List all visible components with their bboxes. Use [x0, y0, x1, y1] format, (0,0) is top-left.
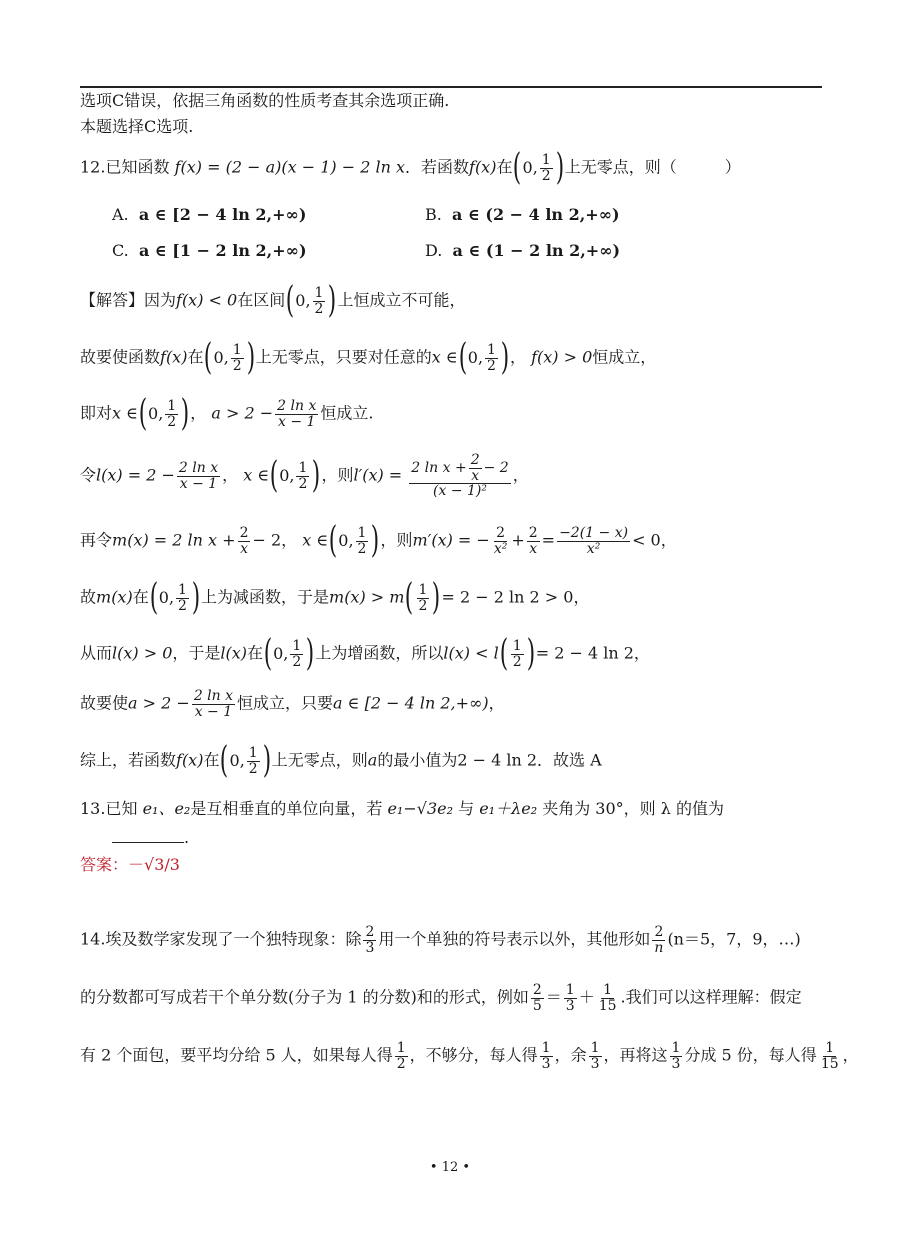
frac-num: 1	[603, 982, 613, 998]
option-c	[112, 241, 307, 260]
frac-num: 2	[532, 982, 542, 998]
interval-zero: 0,	[467, 348, 484, 367]
q13-t7: 夹角为 30°，则 λ 的值为	[542, 799, 724, 818]
s5-g: m′(x) = −	[412, 530, 490, 550]
s2-h: 恒成立，	[592, 347, 657, 367]
left-paren: (	[138, 393, 148, 434]
left-paren: (	[220, 740, 229, 781]
s1-d: 上恒成立不可能，	[337, 290, 466, 310]
s4-c: ，	[222, 465, 239, 485]
q14-l2-a: 的分数都可写成若干个单分数(分子为 1 的分数)和的形式，例如	[80, 987, 529, 1007]
fraction	[363, 925, 376, 955]
header-rule	[80, 86, 822, 88]
q12-mid: ．若函数	[405, 157, 470, 177]
right-paren: )	[526, 633, 535, 674]
option-d-label: D.	[425, 241, 443, 260]
fraction-half	[540, 153, 553, 183]
s8-b: a > 2 −	[128, 693, 190, 713]
s5-e: x ∈	[302, 530, 329, 550]
frac-num: 1	[541, 1040, 551, 1056]
option-d-text: a ∈ (1 − 2 ln 2,+∞)	[452, 241, 621, 260]
s6-a: 故	[80, 587, 97, 607]
fraction-half	[296, 461, 309, 491]
s9-h: ．故选 A	[537, 750, 602, 770]
s4-e: ，则	[321, 465, 354, 485]
frac-den: 3	[671, 1055, 681, 1072]
frac-num: −2(1 − x)	[559, 524, 629, 541]
frac-den: 2	[178, 597, 187, 614]
q14-line-2	[80, 983, 802, 1013]
q14-line-3	[80, 1041, 859, 1071]
q14-l3-c: ，余	[554, 1045, 587, 1065]
fraction	[652, 925, 665, 955]
left-paren: (	[458, 337, 467, 378]
num-tail: − 2	[483, 460, 509, 477]
right-paren: )	[371, 520, 380, 561]
frac-den: (x − 1)²	[433, 483, 487, 500]
interval-zero: 0,	[279, 466, 295, 486]
s3-a: 即对	[80, 403, 113, 423]
s7-f: 上为增函数，所以	[315, 643, 444, 663]
s2-b: f(x)	[160, 347, 188, 367]
right-paren: )	[246, 337, 255, 378]
frac-den: 2	[314, 300, 324, 317]
frac-den: 2	[418, 597, 428, 614]
s5-h: +	[511, 530, 525, 550]
inner-fraction	[469, 453, 482, 483]
right-paren: )	[306, 633, 315, 674]
s9-e: a	[367, 750, 378, 770]
frac-num: 1	[178, 581, 187, 598]
frac-den: 15	[598, 997, 617, 1014]
fraction	[192, 689, 235, 719]
q14-number: 14.	[80, 929, 106, 949]
s2-f: ，	[510, 347, 527, 367]
frac-num: 1	[825, 1040, 835, 1056]
option-a-text: a ∈ [2 − 4 ln 2,+∞)	[138, 205, 307, 224]
q13-vectors: e₁、e₂	[142, 799, 191, 818]
left-paren: (	[149, 577, 158, 618]
left-paren: (	[499, 633, 508, 674]
fraction	[492, 526, 510, 556]
option-a-label: A.	[112, 205, 129, 224]
right-paren: )	[191, 577, 201, 618]
s6-g: ，	[573, 587, 590, 607]
header-line-2: 本题选择C选项.	[80, 117, 194, 136]
s9-d: 上无零点，则	[271, 750, 368, 770]
left-paren: (	[286, 280, 295, 321]
s9-g: 2 − 4 ln 2	[457, 750, 538, 770]
frac-num: 1	[487, 341, 496, 358]
frac-num: 2 ln x	[193, 688, 234, 704]
interval-zero: 0,	[229, 751, 245, 770]
s2-c: 在	[187, 347, 204, 367]
q14-l1-b: 用一个单独的符号表示以外，其他形如	[378, 929, 651, 949]
page-number: • 12 •	[429, 1160, 471, 1175]
left-paren: (	[329, 520, 338, 561]
s6-c: 在	[132, 587, 149, 607]
frac-den: 2	[541, 167, 551, 184]
q14-l1-a: 埃及数学家发现了一个独特现象：除	[105, 929, 362, 949]
s9-a: 综上，若函数	[80, 750, 177, 770]
frac-num: 1	[565, 982, 575, 998]
s4-a: 令	[80, 465, 97, 485]
interval-zero: 0,	[522, 158, 538, 177]
fraction-half	[417, 583, 430, 613]
s5-a: 再令	[80, 530, 113, 550]
q12-stem	[80, 147, 741, 188]
interval-zero: 0,	[273, 644, 289, 663]
frac-num	[409, 453, 510, 484]
left-paren: (	[263, 633, 273, 674]
frac-den: 2	[167, 413, 177, 430]
frac-num: 1	[671, 1040, 681, 1056]
s3-c: ，	[190, 403, 207, 423]
q14-l1-c: (n＝5，7，9，…)	[667, 929, 801, 949]
s1-a: 【解答】因为	[80, 290, 177, 310]
s1-c: 在区间	[237, 290, 286, 310]
s5-k: ，	[660, 530, 677, 550]
q12-post: 上无零点，则（ ）	[564, 157, 741, 177]
s7-h: = 2 − 4 ln 2	[535, 643, 634, 663]
option-b-text: a ∈ (2 − 4 ln 2,+∞)	[452, 205, 620, 224]
q14-l3-f: ，	[842, 1045, 859, 1065]
q13-blank-line	[112, 830, 189, 846]
solution-line-4	[80, 453, 529, 499]
fraction-half	[313, 286, 326, 316]
right-paren: )	[312, 455, 321, 497]
solution-line-7	[80, 633, 650, 674]
frac-den: 2	[357, 540, 367, 557]
frac-num: 1	[248, 744, 258, 761]
frac-num: 2	[528, 524, 538, 541]
q14-l3-d: ，再将这	[603, 1045, 668, 1065]
equals: ＝	[545, 987, 562, 1007]
left-paren: (	[269, 455, 279, 497]
s5-f: ，则	[380, 530, 413, 550]
s5-c: − 2	[252, 530, 282, 550]
q12-func: f(x) = (2 − a)(x − 1) − 2 ln x	[174, 157, 405, 177]
fraction-half	[176, 583, 189, 613]
s8-d: a ∈ [2 − 4 ln 2,+∞)	[333, 693, 489, 713]
option-b	[425, 205, 620, 224]
s4-f: l′(x) =	[353, 465, 403, 485]
s8-c: 恒成立，只要	[237, 693, 334, 713]
frac-num: 2	[365, 924, 375, 940]
s3-d: a > 2 −	[211, 403, 274, 423]
fraction-half	[511, 639, 524, 669]
fraction	[564, 983, 577, 1013]
s7-a: 从而	[80, 643, 113, 663]
frac-num: 2	[496, 524, 506, 541]
fraction	[238, 526, 251, 556]
fraction	[527, 526, 540, 556]
frac-den: x − 1	[179, 475, 218, 492]
frac-num: 2	[239, 524, 249, 541]
frac-den: 2	[292, 653, 302, 670]
inner-den: x	[471, 467, 480, 484]
frac-den: 5	[532, 997, 542, 1014]
q13-answer: 答案：－√3/3	[80, 855, 180, 874]
right-paren: )	[262, 740, 271, 781]
frac-num: 1	[292, 637, 302, 654]
frac-num: 1	[541, 151, 551, 168]
q13-stem	[80, 801, 724, 817]
s4-b: l(x) = 2 −	[96, 465, 175, 485]
q14-l2-b: .我们可以这样理解：假定	[620, 987, 802, 1007]
right-paren: )	[328, 280, 337, 321]
s6-f: = 2 − 2 ln 2 > 0	[441, 587, 574, 607]
right-paren: )	[432, 577, 441, 618]
frac-num: 1	[590, 1040, 600, 1056]
frac-den: x − 1	[278, 413, 316, 430]
s6-b: m(x)	[96, 587, 133, 607]
fraction	[597, 983, 619, 1013]
fraction-derivative	[409, 453, 510, 499]
option-c-label: C.	[112, 241, 129, 260]
s5-b: m(x) = 2 ln x +	[112, 530, 236, 550]
solution-line-1	[80, 280, 466, 321]
fraction	[395, 1041, 408, 1071]
interval-zero: 0,	[148, 404, 164, 423]
frac-den: 15	[820, 1055, 839, 1072]
fraction	[275, 399, 318, 429]
option-a	[112, 205, 306, 224]
frac-den: 2	[298, 475, 308, 492]
s2-e: x ∈	[431, 347, 458, 367]
fraction-half	[290, 639, 303, 669]
frac-den: x	[529, 540, 538, 557]
s6-d: 上为减函数，于是	[201, 587, 330, 607]
fraction	[557, 526, 630, 556]
option-b-label: B.	[425, 205, 442, 224]
q13-t5: 与	[458, 799, 475, 818]
frac-den: x − 1	[194, 703, 233, 720]
s5-d: ，	[281, 530, 298, 550]
frac-den: n	[654, 939, 664, 956]
s3-b: x ∈	[112, 403, 138, 423]
answer-blank	[112, 842, 184, 843]
q14-l3-a: 有 2 个面包，要平均分给 5 人，如果每人得	[80, 1045, 393, 1065]
q13-vec2: e₁＋λe₂	[479, 799, 538, 818]
interval-zero: 0,	[295, 291, 311, 310]
frac-den: 3	[590, 1055, 600, 1072]
frac-den: 2	[396, 1055, 406, 1072]
fraction-half	[356, 526, 369, 556]
fraction-half	[231, 343, 244, 373]
left-paren: (	[513, 147, 522, 188]
frac-num: 2 ln x	[178, 459, 219, 476]
frac-num: 1	[396, 1040, 406, 1056]
q12-in: 在	[496, 157, 513, 177]
fraction	[589, 1041, 602, 1071]
frac-num: 1	[232, 341, 242, 358]
fraction-half	[485, 343, 498, 373]
right-paren: )	[500, 337, 510, 378]
s5-j: < 0	[632, 530, 661, 550]
q14-l3-e: 分成 5 份，每人得	[684, 1045, 817, 1065]
s4-g: ，	[512, 465, 529, 485]
frac-den: 2	[487, 357, 496, 374]
s7-b: l(x) > 0	[112, 643, 173, 663]
s5-i: =	[541, 530, 556, 550]
frac-den: 3	[565, 997, 575, 1014]
s9-b: f(x)	[176, 750, 204, 770]
s8-a: 故要使	[80, 693, 129, 713]
fraction-half	[165, 399, 178, 429]
frac-den: x	[240, 540, 248, 557]
frac-num: 1	[167, 397, 177, 414]
interval-zero: 0,	[213, 348, 229, 367]
option-c-text: a ∈ [1 − 2 ln 2,+∞)	[138, 241, 307, 260]
s8-e: ，	[488, 693, 505, 713]
solution-line-9	[80, 740, 602, 781]
s1-b: f(x) < 0	[176, 290, 238, 310]
s7-g: l(x) < l	[443, 643, 499, 663]
s6-e: m(x) > m	[329, 587, 405, 607]
frac-den: 3	[365, 939, 375, 956]
frac-num: 2	[654, 924, 664, 940]
num-part: 2 ln x +	[411, 460, 467, 477]
frac-den: 2	[512, 653, 522, 670]
q13-vec1: e₁−√3e₂	[387, 799, 453, 818]
frac-num: 2 ln x	[277, 397, 317, 414]
solution-line-6	[80, 577, 590, 618]
s2-g: f(x) > 0	[531, 347, 593, 367]
option-d	[425, 241, 620, 260]
s3-e: 恒成立.	[320, 403, 374, 423]
frac-den: x²	[493, 540, 508, 557]
frac-num: 1	[418, 581, 428, 598]
fraction	[670, 1041, 683, 1071]
header-line-1: 选项C错误，依据三角函数的性质考查其余选项正确.	[80, 91, 450, 110]
q12-number: 12.	[80, 157, 106, 177]
q13-number: 13.	[80, 799, 106, 818]
right-paren: )	[555, 147, 564, 188]
s9-f: 的最小值为	[377, 750, 458, 770]
frac-num: 1	[512, 637, 522, 654]
q13-t1: 已知	[105, 799, 138, 818]
frac-num: 1	[357, 524, 367, 541]
q13-period: .	[184, 828, 190, 847]
solution-line-2	[80, 337, 657, 378]
left-paren: (	[204, 337, 213, 378]
fraction	[531, 983, 544, 1013]
frac-num: 1	[298, 459, 308, 476]
q12-f: f(x)	[469, 157, 497, 177]
frac-den: 3	[541, 1055, 551, 1072]
s7-i: ，	[633, 643, 650, 663]
q14-l3-b: ，不够分，每人得	[409, 1045, 538, 1065]
inner-num: 2	[470, 452, 480, 468]
right-paren: )	[181, 393, 190, 434]
left-paren: (	[405, 577, 414, 618]
plus: ＋	[578, 987, 595, 1007]
interval-zero: 0,	[158, 588, 175, 607]
q14-line-1	[80, 925, 801, 955]
frac-num: 1	[314, 284, 324, 301]
fraction	[819, 1041, 841, 1071]
solution-line-5	[80, 520, 677, 561]
fraction-half	[247, 746, 260, 776]
fraction	[177, 461, 220, 491]
s7-d: l(x)	[220, 643, 248, 663]
q12-pre: 已知函数	[105, 157, 170, 177]
s7-e: 在	[247, 643, 264, 663]
q13-t3: 是互相垂直的单位向量，若	[190, 799, 383, 818]
solution-line-3	[80, 393, 374, 434]
frac-den: 2	[248, 760, 258, 777]
frac-den: x²	[586, 540, 601, 557]
frac-den: 2	[232, 357, 242, 374]
solution-line-8	[80, 689, 505, 719]
interval-zero: 0,	[338, 531, 354, 550]
s4-d: x ∈	[243, 465, 270, 485]
s2-a: 故要使函数	[80, 347, 161, 367]
s7-c: ，于是	[172, 643, 221, 663]
s9-c: 在	[203, 750, 220, 770]
fraction	[540, 1041, 553, 1071]
s2-d: 上无零点，只要对任意的	[255, 347, 432, 367]
